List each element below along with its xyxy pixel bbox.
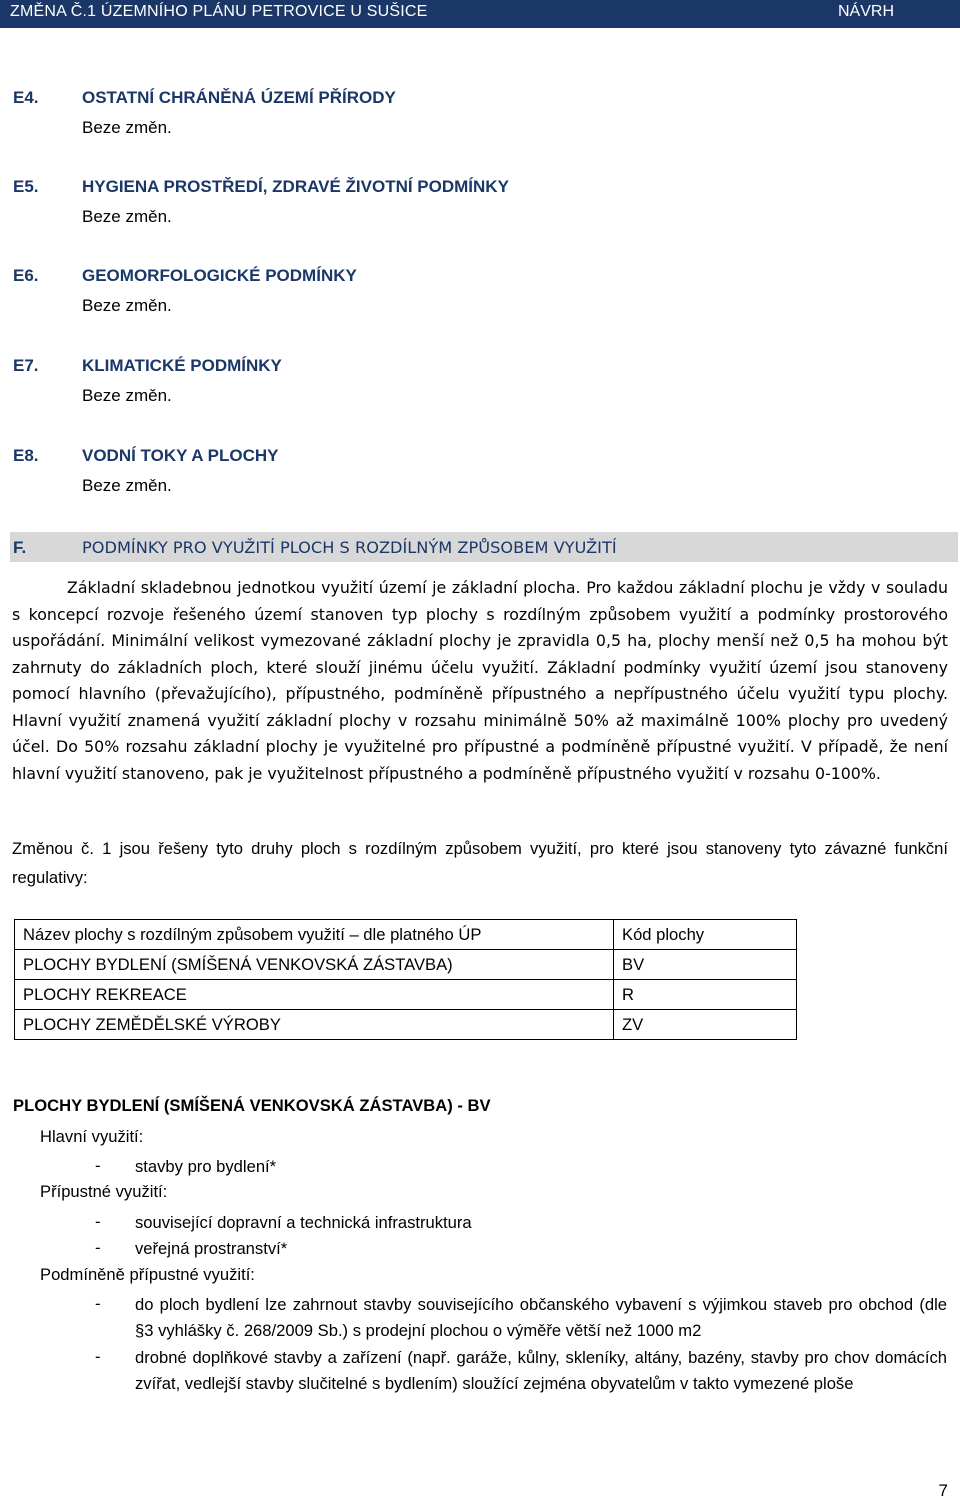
section-number: E8. <box>13 446 39 465</box>
regulation-table <box>14 919 797 1040</box>
paragraph-rest: Pro každou základní plochu je vždy v souladu s koncepcí rozvoje řešeného území stanoven typ plochy s rozdílným způsobem využití a podmínky prostorového uspořádání. Minimální velikost vymezované základní plochy je zpravidla 0,5 ha, plochy menší než 0,5 ha mohou být zahrnuty do základních ploch, které slouží jinému účelu využití. Základní podmínky využití území jsou stanoveny pomocí hlavního (převažujícího), přípustného, podmíněně přípustného a nepřípustného účelu využití typu plochy. Hlavní využití znamená využití základní plochy v rozsahu minimálně 50% až maximálně 100% plochy pro uvedený účel. Do 50% rozsahu základní plochy je využitelné pro přípustné a podmíněně přípustné využití. V případě, že není hlavní využití stanoveno, pak je využitelnost přípustného a podmíněně přípustného využití v rozsahu 0-100%. <box>12 578 949 783</box>
table-row <box>15 950 797 980</box>
table-cell: PLOCHY REKREACE <box>15 980 614 1010</box>
table-cell: BV <box>614 950 797 980</box>
table-header-cell: Název plochy s rozdílným způsobem využití – dle platného ÚP <box>15 920 614 950</box>
allowed-use-label: Přípustné využití: <box>40 1182 168 1201</box>
section-f-number: F. <box>13 538 27 557</box>
list-item: do ploch bydlení lze zahrnout stavby souvisejícího občanského vybavení s výjimkou staveb pro obchod (dle §3 vyhlášky č. 268/2009 Sb.) s prodejní plochou o výměře větší než 1000 m2 <box>135 1295 947 1340</box>
table-row <box>15 1010 797 1040</box>
section-text: Beze změn. <box>82 476 172 495</box>
main-use-label: Hlavní využití: <box>40 1127 144 1146</box>
section-title: VODNÍ TOKY A PLOCHY <box>82 446 279 465</box>
table-cell: ZV <box>614 1010 797 1040</box>
table-header-row <box>15 920 797 950</box>
paragraph-first-sentence: Základní skladebnou jednotkou využití území je základní plocha. <box>67 578 581 597</box>
table-header-cell: Kód plochy <box>614 920 797 950</box>
document-title: ZMĚNA Č.1 ÚZEMNÍHO PLÁNU PETROVICE U SUŠICE <box>10 3 428 20</box>
section-f-heading <box>10 532 958 562</box>
section-text: Beze změn. <box>82 386 172 405</box>
table-row <box>15 980 797 1010</box>
document-status: NÁVRH <box>837 3 894 20</box>
table-cell: R <box>614 980 797 1010</box>
list-dash: - <box>95 1294 101 1313</box>
list-dash: - <box>95 1238 101 1257</box>
section-text: Beze změn. <box>82 118 172 137</box>
page-number: 7 <box>938 1481 948 1500</box>
list-dash: - <box>95 1347 101 1366</box>
section-text: Beze změn. <box>82 207 172 226</box>
page-header <box>0 0 960 28</box>
paragraph-change: Změnou č. 1 jsou řešeny tyto druhy ploch s rozdílným způsobem využití, pro které jsou stanoveny tyto závazné funkční regulativy: <box>12 839 948 887</box>
section-title: GEOMORFOLOGICKÉ PODMÍNKY <box>82 266 357 285</box>
paragraph-rules <box>12 575 948 787</box>
list-item: související dopravní a technická infrastruktura <box>135 1213 472 1232</box>
table-cell: PLOCHY BYDLENÍ (SMÍŠENÁ VENKOVSKÁ ZÁSTAVBA) <box>15 950 614 980</box>
section-number: E4. <box>13 88 39 107</box>
section-title: KLIMATICKÉ PODMÍNKY <box>82 356 282 375</box>
list-dash: - <box>95 1156 101 1175</box>
section-title: HYGIENA PROSTŘEDÍ, ZDRAVÉ ŽIVOTNÍ PODMÍNKY <box>82 177 509 196</box>
section-number: E6. <box>13 266 39 285</box>
list-item: stavby pro bydlení* <box>135 1157 277 1176</box>
section-text: Beze změn. <box>82 296 172 315</box>
section-number: E5. <box>13 177 39 196</box>
section-f-title: PODMÍNKY PRO VYUŽITÍ PLOCH S ROZDÍLNÝM ZPŮSOBEM VYUŽITÍ <box>82 538 617 557</box>
section-number: E7. <box>13 356 39 375</box>
section-title: OSTATNÍ CHRÁNĚNÁ ÚZEMÍ PŘÍRODY <box>82 88 396 107</box>
list-item: drobné doplňkové stavby a zařízení (např. garáže, kůlny, skleníky, altány, bazény, stavby pro chov domácích zvířat, vedlejší stavby slučitelné s bydlením) sloužící zejména obyvatelům v takto vymezené ploše <box>135 1348 947 1393</box>
bv-heading: PLOCHY BYDLENÍ (SMÍŠENÁ VENKOVSKÁ ZÁSTAVBA) - BV <box>13 1096 491 1115</box>
conditional-use-label: Podmíněně přípustné využití: <box>40 1265 255 1284</box>
list-dash: - <box>95 1212 101 1231</box>
list-item: veřejná prostranství* <box>135 1239 288 1258</box>
table-cell: PLOCHY ZEMĚDĚLSKÉ VÝROBY <box>15 1010 614 1040</box>
